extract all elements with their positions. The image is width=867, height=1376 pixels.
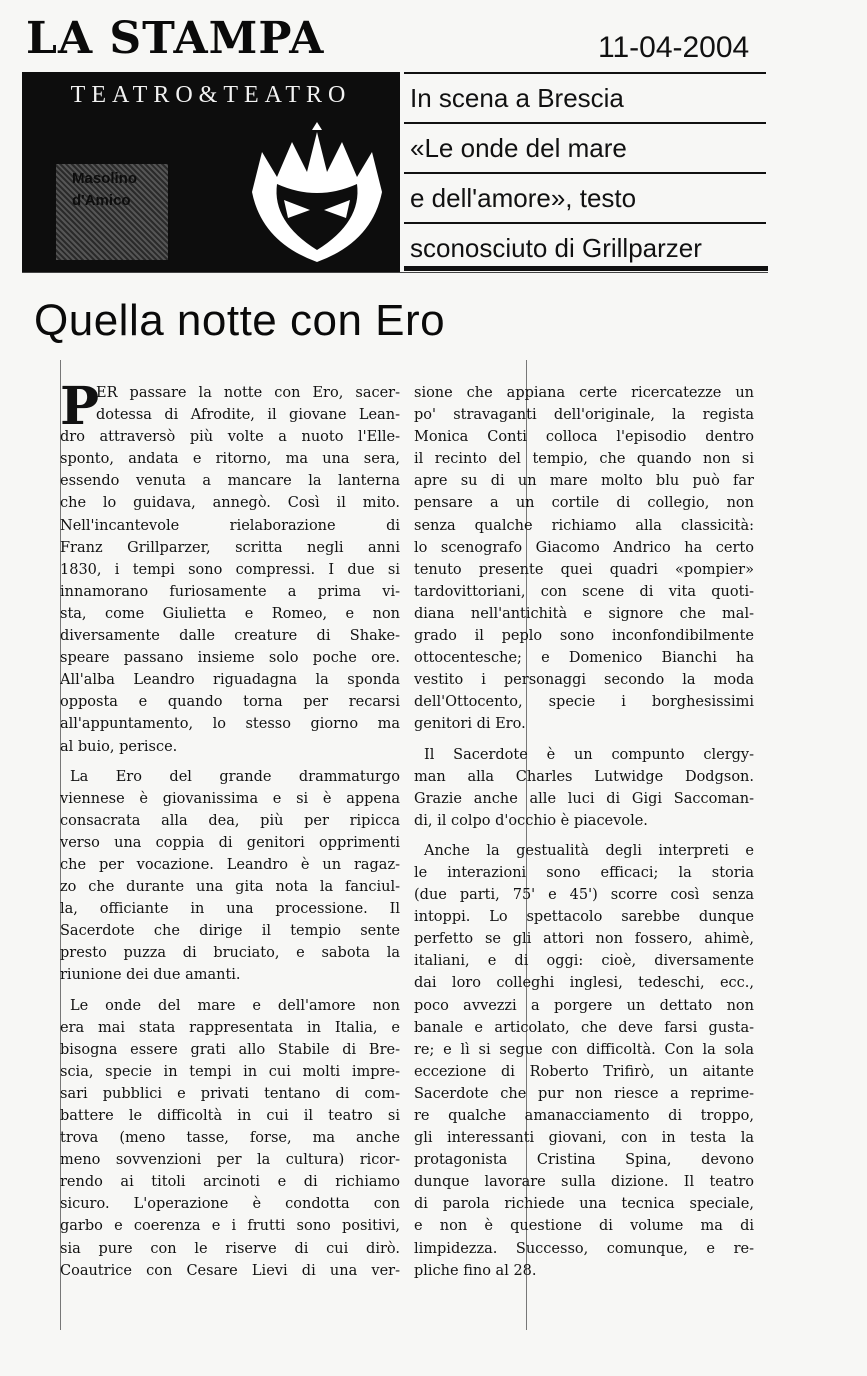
article-line: re qualche amanacciamento di troppo, bbox=[414, 1108, 754, 1124]
article-line: rendo ai titoli arcinoti e di richiamo bbox=[60, 1174, 400, 1191]
article-line: poco avvezzi a porgere un dettato non bbox=[414, 997, 754, 1014]
article-line: eccezione di Roberto Trifirò, un aitante bbox=[414, 1063, 754, 1080]
headline-line: In scena a Brescia bbox=[404, 74, 766, 124]
article-line: era mai stata rappresentata in Italia, e bbox=[60, 1019, 400, 1036]
article-line: italiani, e di oggi: cioè, diversamente bbox=[414, 953, 754, 970]
headline-line: «Le onde del mare bbox=[404, 124, 766, 174]
article-line: dell'Ottocento, specie i borghesissimi bbox=[414, 694, 754, 711]
article-line: dotessa di Afrodite, il giovane Lean- bbox=[96, 407, 400, 424]
article-line: pensare a un cortile di collegio, non bbox=[414, 495, 754, 512]
article-line: man alla Charles Lutwidge Dodgson. bbox=[414, 768, 754, 785]
article-line: banale e articolato, che deve farsi gusta- bbox=[414, 1019, 754, 1036]
article-line: Le onde del mare e dell'amore non bbox=[70, 997, 400, 1014]
article-line: trova (meno tasse, forse, ma anche bbox=[60, 1130, 400, 1147]
article-line: presto puzza di bruciato, e sabota la bbox=[60, 945, 400, 962]
article-line: apre su di un mare molto blu può far bbox=[414, 473, 754, 490]
article-line: garbo e coerenza e i frutti sono positivi, bbox=[60, 1218, 400, 1235]
article-line: Franz Grillparzer, scritta negli anni bbox=[60, 539, 400, 556]
article-line: Coautrice con Cesare Lievi di una ver- bbox=[60, 1262, 400, 1279]
section-rubric: TEATRO&TEATRO bbox=[70, 82, 352, 108]
headline-line: sconosciuto di Grillparzer bbox=[410, 233, 702, 263]
article-line: di, il colpo d'occhio è piacevole. bbox=[414, 812, 648, 829]
article-line: La Ero del grande drammaturgo bbox=[70, 768, 400, 785]
article-line: sicuro. L'operazione è condotta con bbox=[60, 1196, 400, 1213]
article-line: verso una coppia di genitori opprimenti bbox=[60, 834, 400, 851]
article-line: innamorano furiosamente a prima vi- bbox=[60, 583, 400, 600]
article-line: protagonista Cristina Spina, devono bbox=[414, 1152, 754, 1169]
article-line: Monica Conti colloca l'episodio dentro bbox=[414, 429, 754, 446]
author-name: Masolino d'Amico bbox=[72, 170, 138, 209]
article-line: essendo venuta a mancare la lanterna bbox=[60, 473, 400, 490]
article-line: Il Sacerdote è un compunto clergy- bbox=[424, 746, 754, 763]
article-line: ottocentesche; e Domenico Bianchi ha bbox=[414, 650, 754, 667]
headline-line: e dell'amore», testo bbox=[404, 174, 766, 224]
article-line: sione che appiana certe ricercatezze un bbox=[414, 385, 754, 401]
article-line: speare passano insieme solo poche ore. bbox=[60, 650, 400, 667]
article-line: 1830, i tempi sono compressi. I due si bbox=[60, 561, 400, 578]
article-line: il recinto del tempio, che quando non si bbox=[414, 451, 754, 468]
article-line: Grazie anche alle luci di Gigi Saccoman- bbox=[414, 790, 754, 807]
article-line: che per vocazione. Leandro è un ragaz- bbox=[60, 856, 400, 873]
article-column-right bbox=[414, 382, 754, 1282]
article-line: opposta e quando torna per recarsi bbox=[60, 694, 400, 711]
article-column-left bbox=[60, 376, 400, 1282]
article-line: Sacerdote che dirige il tempio sente bbox=[60, 923, 400, 940]
article-line: genitori di Ero. bbox=[414, 716, 526, 733]
article-line: consacrata alla dea, più per ripicca bbox=[60, 812, 400, 829]
article-line: ER passare la notte con Ero, sacer- bbox=[96, 385, 400, 401]
article-line: al buio, perisce. bbox=[60, 738, 178, 755]
article-line: Sacerdote che pur non riesce a reprime- bbox=[414, 1085, 754, 1102]
article-line: dunque lavorare sulla dizione. Il teatro bbox=[414, 1174, 754, 1191]
newspaper-masthead: LA STAMPA bbox=[26, 13, 325, 64]
theatre-mask-logo bbox=[222, 122, 400, 270]
article-line: meno sovvenzioni per la cultura) ricor- bbox=[60, 1152, 400, 1169]
article-line: di parola richiede una tecnica speciale, bbox=[414, 1196, 754, 1213]
headline-box-rule bbox=[404, 266, 768, 271]
drop-cap: P bbox=[60, 376, 100, 437]
article-title: Quella notte con Ero bbox=[34, 296, 446, 345]
article-line: perfetto se gli attori non fossero, ahimè, bbox=[414, 931, 754, 948]
article-line: riunione dei due amanti. bbox=[60, 967, 241, 984]
article-line: dro attraversò più volte a nuoto l'Elle- bbox=[60, 429, 400, 446]
article-line: (due parti, 75' e 45') scorre così senza bbox=[414, 887, 754, 904]
article-line: che lo guidava, annegò. Così il mito. bbox=[60, 495, 400, 512]
article-line: diversamente dalle creature di Shake- bbox=[60, 628, 400, 645]
headline-box bbox=[404, 72, 766, 272]
article-line: sta, come Giulietta e Romeo, e non bbox=[60, 605, 400, 622]
article-line: dai loro colleghi inglesi, tedeschi, ecc., bbox=[414, 975, 754, 992]
article-line: sponto, andata e ritorno, ma una sera, bbox=[60, 451, 400, 468]
article-line: re; e lì si segue con difficoltà. Con la sola bbox=[414, 1041, 754, 1058]
publication-date: 11-04-2004 bbox=[598, 31, 750, 64]
article-line: viennese è giovanissima e si è appena bbox=[60, 790, 400, 807]
article-line: pliche fino al 28. bbox=[414, 1262, 537, 1279]
article-line: zo che durante una gita nota la fanciul- bbox=[60, 879, 400, 896]
article-line: bisogna essere grati allo Stabile di Bre- bbox=[60, 1041, 400, 1058]
article-line: sia pure con le riserve di cui dirò. bbox=[60, 1240, 400, 1257]
article-line: Nell'incantevole rielaborazione di bbox=[60, 517, 400, 534]
article-line: le interazioni sono efficaci; la storia bbox=[414, 864, 754, 881]
article-line: scia, specie in tempi in cui molti impre- bbox=[60, 1063, 400, 1080]
article-line: battere le difficoltà in cui il teatro si bbox=[60, 1108, 400, 1124]
article-line: la, officiante in una processione. Il bbox=[60, 901, 400, 918]
article-line: vestito i personaggi secondo la moda bbox=[414, 672, 754, 689]
header-divider bbox=[22, 272, 768, 273]
article-line: tardovittoriani, con scene di vita quoti- bbox=[414, 583, 754, 600]
article-line: gli interessanti giovani, con in testa la bbox=[414, 1130, 754, 1147]
article-line: lo scenografo Giacomo Andrico ha certo bbox=[414, 539, 754, 556]
article-line: po' stravaganti dell'originale, la regista bbox=[414, 407, 754, 424]
section-banner bbox=[22, 72, 400, 272]
article-line: grado il peplo sono inconfondibilmente bbox=[414, 628, 754, 645]
article-line: senza qualche richiamo alla classicità: bbox=[414, 517, 754, 534]
article-line: intoppi. Lo spettacolo sarebbe dunque bbox=[414, 909, 754, 926]
article-line: tenuto presente quei quadri «pompier» bbox=[414, 561, 754, 578]
article-line: All'alba Leandro riguadagna la sponda bbox=[60, 672, 400, 689]
article-line: all'appuntamento, lo stesso giorno ma bbox=[60, 716, 400, 733]
article-line: e non è questione di volume ma di bbox=[414, 1218, 754, 1235]
article-line: sari pubblici e privati tentano di com- bbox=[60, 1085, 400, 1102]
article-line: diana nell'antichità e signore che mal- bbox=[414, 605, 754, 622]
article-line: Anche la gestualità degli interpreti e bbox=[424, 842, 754, 859]
article-line: limpidezza. Successo, comunque, e re- bbox=[414, 1240, 754, 1257]
